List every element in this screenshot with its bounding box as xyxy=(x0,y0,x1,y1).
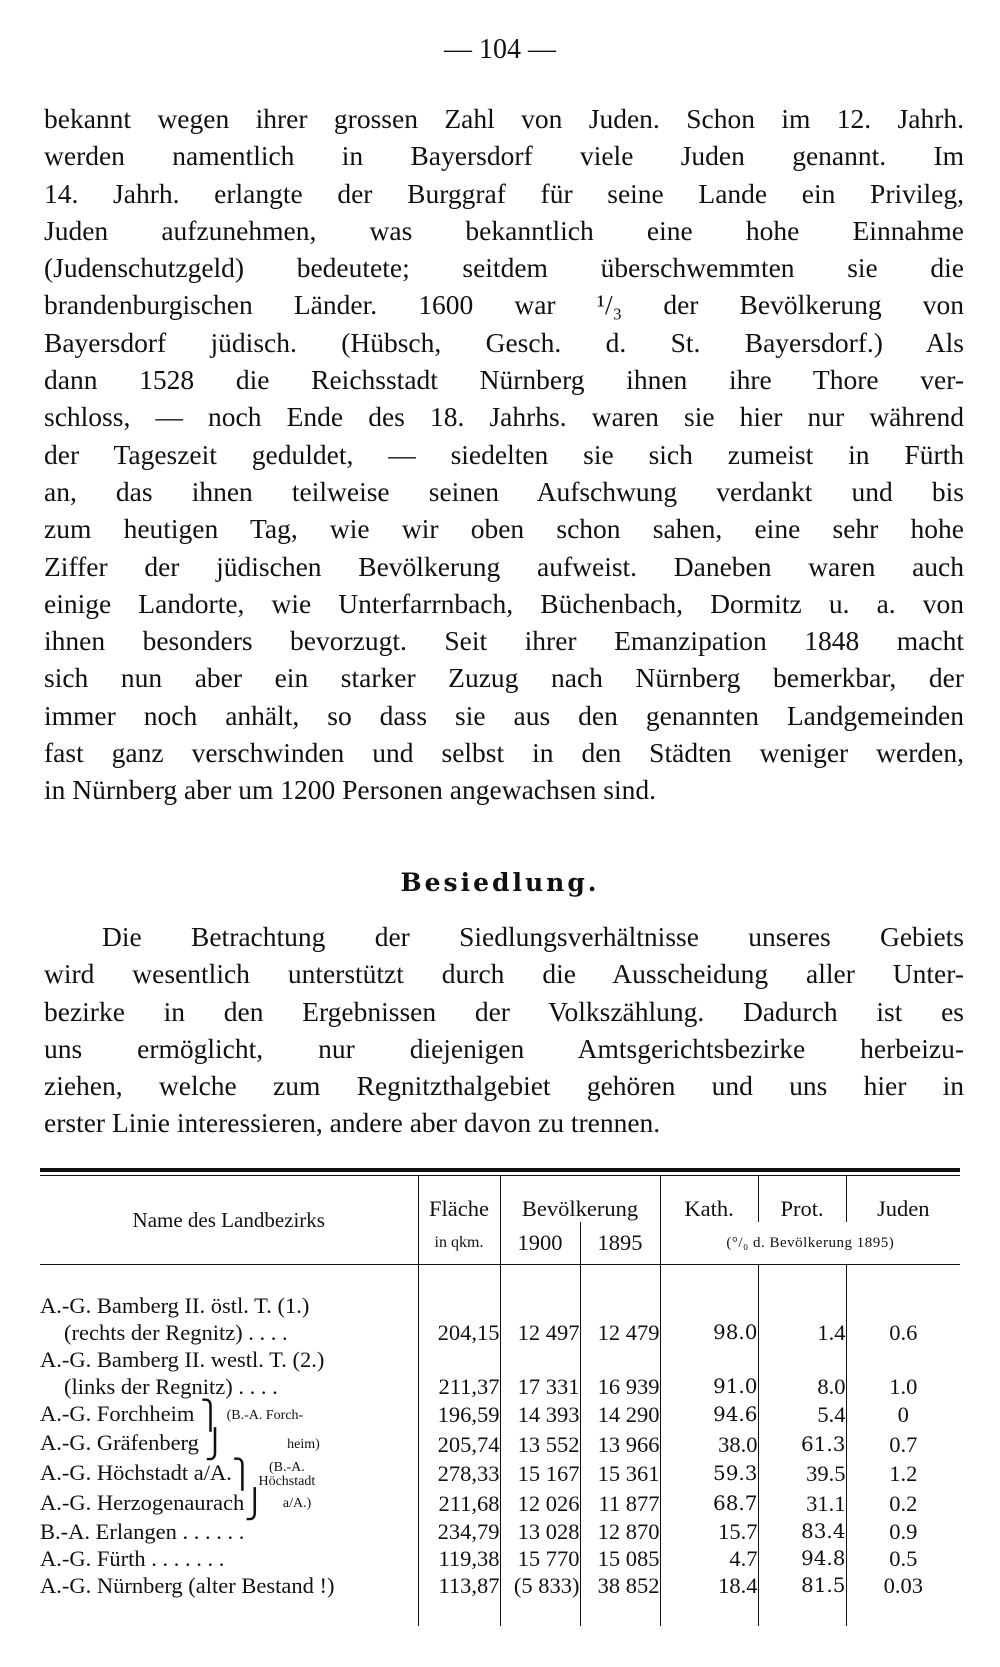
text-line: werden namentlich in Bayersdorf viele Juden genannt. Im xyxy=(44,140,964,172)
brace-mark: ⎫ xyxy=(231,1459,253,1491)
kath-cell: 4.7 xyxy=(660,1545,758,1572)
table-row xyxy=(40,1545,960,1572)
header-bevoelkerung: Bevölkerung xyxy=(500,1176,660,1222)
text-line: uns ermöglicht, nur diejenigen Amtsgerichtsbezirke herbeizu- xyxy=(44,1032,964,1064)
area-cell: 196,59 xyxy=(418,1400,500,1429)
juden-cell: 1.0 xyxy=(846,1373,960,1400)
brace-note: a/A.) xyxy=(282,1496,312,1512)
text-line: einige Landorte, wie Unterfarrnbach, Büchenbach, Dormitz u. a. von xyxy=(44,587,964,619)
district-name: A.-G. Nürnberg (alter Bestand !) xyxy=(40,1572,335,1598)
text-line: an, das ihnen teilweise seinen Aufschwung verdankt und bis xyxy=(44,475,964,507)
brace-mark: ⎭ xyxy=(204,1429,226,1461)
text-line: bezirke in den Ergebnissen der Volkszählung. Dadurch ist es xyxy=(44,995,964,1027)
area-cell: 211,68 xyxy=(418,1489,500,1518)
text-line: der Tageszeit geduldet, — siedelten sie sich zumeist in Fürth xyxy=(44,438,964,470)
kath-cell: 98.0 xyxy=(660,1319,758,1346)
pop-1895-cell: 16 939 xyxy=(580,1373,660,1400)
juden-cell: 0.7 xyxy=(846,1429,960,1458)
district-cell xyxy=(40,1459,418,1489)
area-cell: 278,33 xyxy=(418,1459,500,1489)
table-row xyxy=(40,1346,960,1373)
brace-mark: ⎭ xyxy=(244,1488,266,1520)
text-line: Bayersdorf jüdisch. (Hübsch, Gesch. d. St. Bayersdorf.) Als xyxy=(44,326,964,358)
header-percent-note: (°/₀ d. Bevölkerung 1895) xyxy=(660,1222,960,1265)
district-cell xyxy=(40,1400,418,1432)
text-line: immer noch anhält, so dass sie aus den genannten Landgemeinden xyxy=(44,699,964,731)
pop-1900-cell: 12 026 xyxy=(500,1489,580,1518)
juden-cell: 0 xyxy=(846,1400,960,1429)
text-line: ihnen besonders bevorzugt. Seit ihrer Emanzipation 1848 macht xyxy=(44,625,964,657)
pop-1895-cell: 12 870 xyxy=(580,1518,660,1545)
prot-cell: 31.1 xyxy=(758,1489,846,1518)
text-line: Ziffer der jüdischen Bevölkerung aufweist. Daneben waren auch xyxy=(44,550,964,582)
header-name: Name des Landbezirks xyxy=(40,1176,418,1265)
kath-cell: 68.7 xyxy=(660,1489,758,1518)
text-line: fast ganz verschwinden und selbst in den Städten weniger werden, xyxy=(44,737,964,769)
kath-cell: 38.0 xyxy=(660,1429,758,1458)
pop-1895-cell: 13 966 xyxy=(580,1429,660,1458)
prot-cell: 94.8 xyxy=(758,1545,846,1572)
text-line: zum heutigen Tag, wie wir oben schon sahen, eine sehr hohe xyxy=(44,513,964,545)
text-line: in Nürnberg aber um 1200 Personen angewachsen sind. xyxy=(44,774,656,806)
prot-cell: 61.3 xyxy=(758,1429,846,1458)
district-name-sub: (rechts der Regnitz) . . . . xyxy=(64,1320,288,1345)
juden-cell: 0.03 xyxy=(846,1572,960,1599)
text-line: schloss, — noch Ende des 18. Jahrhs. waren sie hier nur während xyxy=(44,401,964,433)
text-line: 14. Jahrh. erlangte der Burggraf für seine Lande ein Privileg, xyxy=(44,177,964,209)
pop-1900-cell: 14 393 xyxy=(500,1400,580,1429)
header-year-1895: 1895 xyxy=(580,1222,660,1265)
text-line: Die Betrachtung der Siedlungsverhältnisse unseres Gebiets xyxy=(102,921,964,952)
prot-cell: 83.4 xyxy=(758,1518,846,1545)
area-cell: 234,79 xyxy=(418,1518,500,1545)
brace-note: heim) xyxy=(287,1437,320,1453)
brace-mark: ⎫ xyxy=(199,1400,221,1432)
pop-1900-cell: 12 497 xyxy=(500,1319,580,1346)
district-name: A.-G. Bamberg II. östl. T. (1.) xyxy=(40,1293,310,1318)
pop-1900-cell: 17 331 xyxy=(500,1373,580,1400)
district-name: A.-G. Bamberg II. westl. T. (2.) xyxy=(40,1347,325,1372)
pop-1895-cell: 15 361 xyxy=(580,1459,660,1489)
pop-1900-cell: (5 833) xyxy=(500,1572,580,1599)
pop-1895-cell: 15 085 xyxy=(580,1545,660,1572)
juden-cell: 0.2 xyxy=(846,1489,960,1518)
pop-1895-cell: 38 852 xyxy=(580,1572,660,1599)
pop-1895-cell: 11 877 xyxy=(580,1489,660,1518)
district-name: A.-G. Fürth . . . . . . . xyxy=(40,1545,225,1571)
kath-cell: 94.6 xyxy=(660,1400,758,1429)
juden-cell: 0.5 xyxy=(846,1545,960,1572)
text-line: sich nun aber ein starker Zuzug nach Nürnberg bemerkbar, der xyxy=(44,662,964,694)
brace-note: (B.-A. Forch- xyxy=(226,1407,304,1423)
kath-cell: 91.0 xyxy=(660,1373,758,1400)
table-row xyxy=(40,1400,960,1429)
district-name: B.-A. Erlangen . . . . . . xyxy=(40,1518,245,1544)
prot-cell: 8.0 xyxy=(758,1373,846,1400)
header-juden: Juden xyxy=(846,1176,960,1222)
table-row xyxy=(40,1489,960,1518)
prot-cell: 1.4 xyxy=(758,1319,846,1346)
prot-cell: 39.5 xyxy=(758,1459,846,1489)
area-cell: 211,37 xyxy=(418,1373,500,1400)
text-line: brandenburgischen Länder. 1600 war ¹/₃ der Bevölkerung von xyxy=(44,289,964,321)
text-line: erster Linie interessieren, andere aber davon zu trennen. xyxy=(44,1107,661,1139)
juden-cell: 0.9 xyxy=(846,1518,960,1545)
header-prot: Prot. xyxy=(758,1176,846,1222)
pop-1900-cell: 15 167 xyxy=(500,1459,580,1489)
table-row xyxy=(40,1429,960,1458)
prot-cell: 81.5 xyxy=(758,1572,846,1599)
table-row xyxy=(40,1572,960,1599)
population-table xyxy=(40,1168,960,1626)
header-flaeche: Fläche xyxy=(418,1176,500,1222)
text-line: (Judenschutzgeld) bedeutete; seitdem überschwemmten sie die xyxy=(44,252,964,284)
juden-cell: 1.2 xyxy=(846,1459,960,1489)
header-year-1900: 1900 xyxy=(500,1222,580,1265)
text-line: ziehen, welche zum Regnitzthalgebiet gehören und uns hier in xyxy=(44,1070,964,1102)
table-top-rule xyxy=(40,1168,960,1172)
juden-cell: 0.6 xyxy=(846,1319,960,1346)
table-row xyxy=(40,1319,960,1346)
pop-1900-cell: 15 770 xyxy=(500,1545,580,1572)
kath-cell: 18.4 xyxy=(660,1572,758,1599)
pop-1900-cell: 13 552 xyxy=(500,1429,580,1458)
pop-1895-cell: 12 479 xyxy=(580,1319,660,1346)
district-cell xyxy=(40,1429,418,1461)
kath-cell: 15.7 xyxy=(660,1518,758,1545)
district-name: A.-G. Höchstadt a/A. xyxy=(40,1459,232,1485)
pop-1900-cell: 13 028 xyxy=(500,1518,580,1545)
paragraph-2 xyxy=(44,918,964,1142)
stats-table xyxy=(40,1176,960,1626)
area-cell: 113,87 xyxy=(418,1572,500,1599)
brace-note: (B.-A. Höchstadt xyxy=(258,1459,316,1489)
district-cell xyxy=(40,1489,418,1518)
page-number: — 104 — xyxy=(444,34,556,65)
table-row xyxy=(40,1459,960,1489)
section-heading: Besiedlung. xyxy=(400,868,600,897)
district-name: A.-G. Forchheim xyxy=(40,1401,195,1426)
area-cell: 119,38 xyxy=(418,1545,500,1572)
header-flaeche-unit: in qkm. xyxy=(418,1222,500,1265)
area-cell: 204,15 xyxy=(418,1319,500,1346)
kath-cell: 59.3 xyxy=(660,1459,758,1489)
text-line: bekannt wegen ihrer grossen Zahl von Juden. Schon im 12. Jahrh. xyxy=(44,103,964,134)
area-cell: 205,74 xyxy=(418,1429,500,1458)
paragraph-1 xyxy=(44,100,964,809)
table-row xyxy=(40,1373,960,1400)
text-line: dann 1528 die Reichsstadt Nürnberg ihnen ihre Thore ver- xyxy=(44,364,964,396)
district-name-sub: (links der Regnitz) . . . . xyxy=(64,1374,278,1399)
text-line: wird wesentlich unterstützt durch die Ausscheidung aller Unter- xyxy=(44,958,964,990)
prot-cell: 5.4 xyxy=(758,1400,846,1429)
table-row xyxy=(40,1292,960,1319)
pop-1895-cell: 14 290 xyxy=(580,1400,660,1429)
district-name: A.-G. Herzogenaurach xyxy=(40,1489,245,1515)
header-kath: Kath. xyxy=(660,1176,758,1222)
district-name: A.-G. Gräfenberg xyxy=(40,1430,199,1456)
text-line: Juden aufzunehmen, was bekanntlich eine hohe Einnahme xyxy=(44,214,964,246)
table-row xyxy=(40,1518,960,1545)
